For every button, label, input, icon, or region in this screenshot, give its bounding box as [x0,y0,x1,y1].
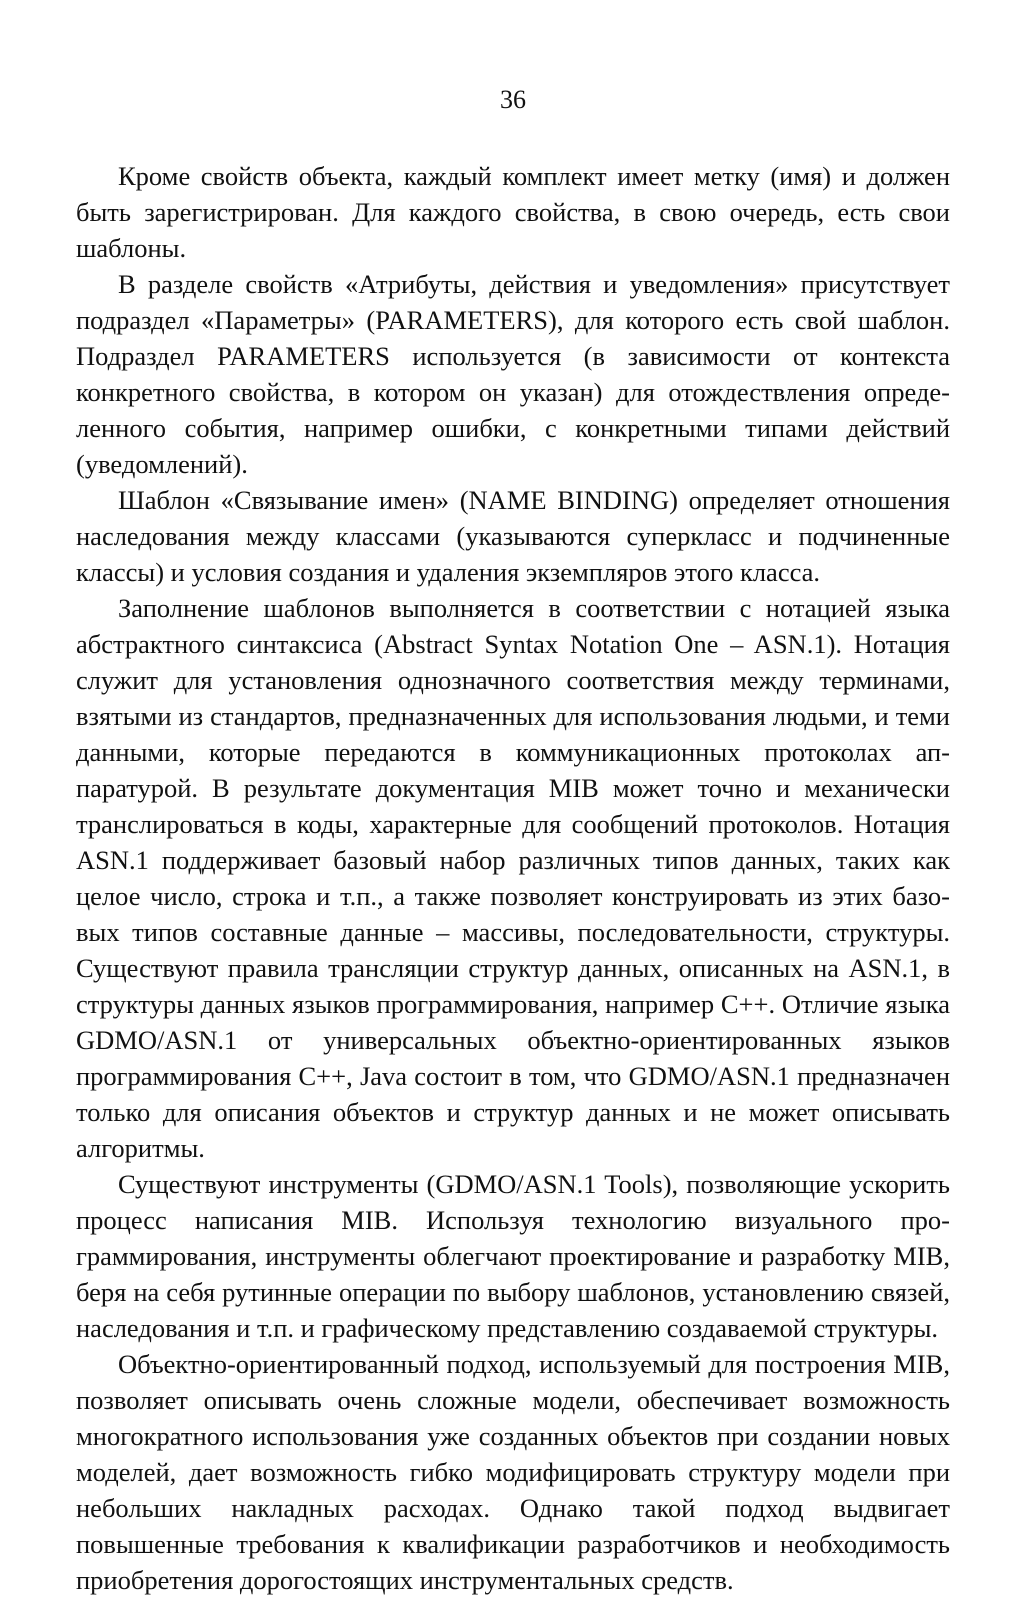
page-number: 36 [500,85,526,114]
document-page [76,80,950,1595]
paragraph-4: Заполнение шаблонов выполняется в соответствии с нотацией языка абстрактного синтаксиса (Abstract Syntax Notation One – ASN.1). Нотация служит для установления однозначного соответствия между терминами, взятыми из стандартов, предназначенных для использования людьми, и теми данными, которые передаются в коммуникационных протоколах аппаратурой. В результате документация MIB может точно и механически транслироваться в коды, характерные для сообщений протоколов. Нотация ASN.1 поддерживает базовый набор различных типов данных, таких как целое число, строка и т.п., а также позволяет конструировать из этих базовых типов составные данные – массивы, последовательности, структуры. Существуют правила трансляции структур данных, описанных на ASN.1, в структуры данных языков программирования, например C++. Отличие языка GDMO/ASN.1 от универсальных объектно-ориентированных языков программирования C++, Java состоит в том, что GDMO/ASN.1 предназначен только для описания объектов и структур данных и не может описывать алгоритмы. [76,593,950,1163]
paragraph-2: В разделе свойств «Атрибуты, действия и уведомления» присутствует подраздел «Параметры» (PARAMETERS), для которого есть свой шаблон. Подраздел PARAMETERS используется (в зависимости от контекста конкретного свойства, в котором он указан) для отождествления определенного события, например ошибки, с конкретными типами действий (уведомлений). [76,269,950,479]
paragraph-1: Кроме свойств объекта, каждый комплект имеет метку (имя) и должен быть зарегистрирован. Для каждого свойства, в свою очередь, есть свои шаблоны. [76,161,950,263]
paragraph-5: Существуют инструменты (GDMO/ASN.1 Tools), позволяющие ускорить процесс написания MIB. Используя технологию визуального программирования, инструменты облегчают проектирование и разработку MIB, беря на себя рутинные операции по выбору шаблонов, установлению связей, наследования и т.п. и графическому представлению создаваемой структуры. [76,1169,950,1343]
paragraph-3: Шаблон «Связывание имен» (NAME BINDING) определяет отношения наследования между классами (указываются суперкласс и подчиненные классы) и условия создания и удаления экземпляров этого класса. [76,485,950,587]
paragraph-6: Объектно-ориентированный подход, используемый для построения MIB, позволяет описывать очень сложные модели, обеспечивает возможность многократного использования уже созданных объектов при создании новых моделей, дает возможность гибко модифицировать структуру модели при небольших накладных расходах. Однако такой подход выдвигает повышенные требования к квалификации разработчиков и необходимость приобретения дорогостоящих инструментальных средств. [76,1349,950,1595]
